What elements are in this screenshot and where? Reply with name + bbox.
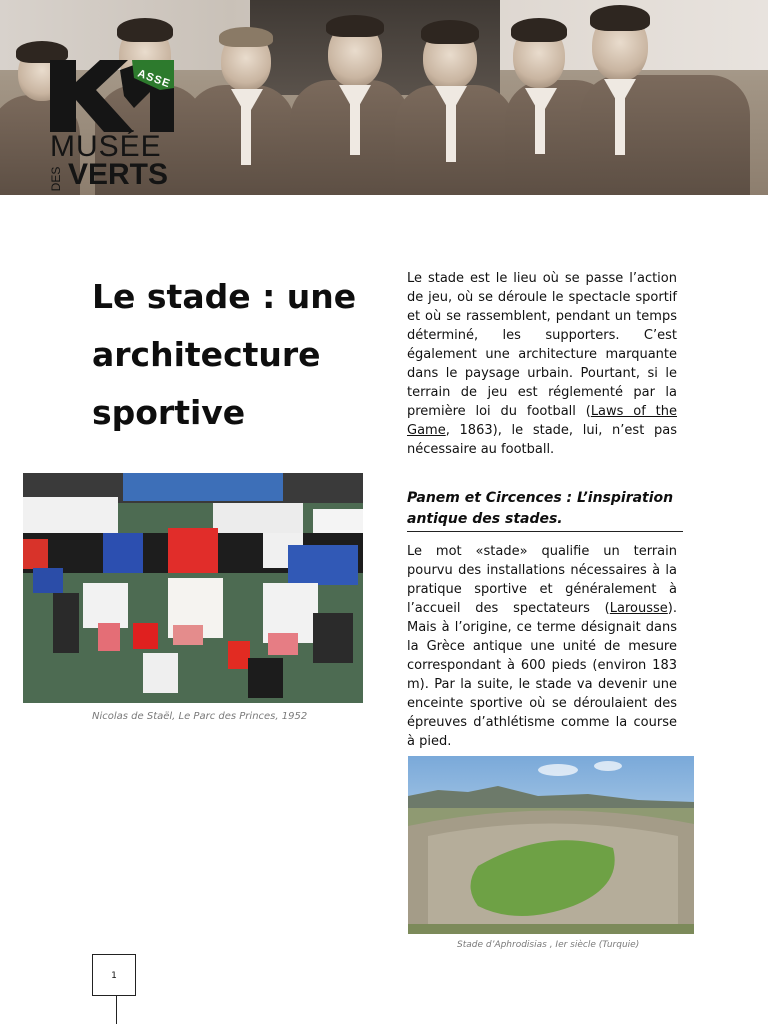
stadium-photo [408,756,694,934]
painting-caption: Nicolas de Staël, Le Parc des Princes, 1952 [92,711,308,722]
page-number-divider [116,996,117,1024]
logo-verts-text: VERTS [68,158,169,191]
larousse-link[interactable]: Larousse [609,601,668,616]
painting-image [23,473,363,703]
page-title: Le stade : une architecture sportive [92,277,357,432]
logo-musee-text: MUSÉE [50,130,162,163]
logo-badge-text: ASSE [135,67,173,91]
header-banner-photo [0,0,768,195]
musee-des-verts-logo [50,60,178,190]
logo-des-text: DES [49,166,63,192]
intro-paragraph: Le stade est le lieu où se passe l’action de jeu, où se déroule le spectacle sportif et où se rassemblent, pendant un temps déterminé, les supporters. C’est également une architecture marquante dans le paysage urbain. Pourtant, si le terrain de jeu est réglementé par la première loi du football (Laws of the Game, 1863), le stade, lui, n’est pas nécessaire au football. [407,271,677,457]
stadium-caption: Stade d’Aphrodisias , Ier siècle (Turquie) [457,940,640,950]
section-paragraph: Le mot «stade» qualifie un terrain pourvu des installations nécessaires à la pratique sportive et généralement à l’accueil des spectateurs (Larousse). Mais à l’origine, ce terme désignait dans la Grèce antique une unité de mesure correspondant à 600 pieds (environ 183 m). Par la suite, le stade va devenir une enceinte sportive où se déroulaient des épreuves d’athlétisme comme la course à pied. [407,544,677,749]
section-heading: Panem et Circences : L’inspiration antique des stades. [407,488,683,532]
laws-of-the-game-link[interactable]: Laws of the Game [407,404,677,438]
page-number: 1 [92,954,136,996]
